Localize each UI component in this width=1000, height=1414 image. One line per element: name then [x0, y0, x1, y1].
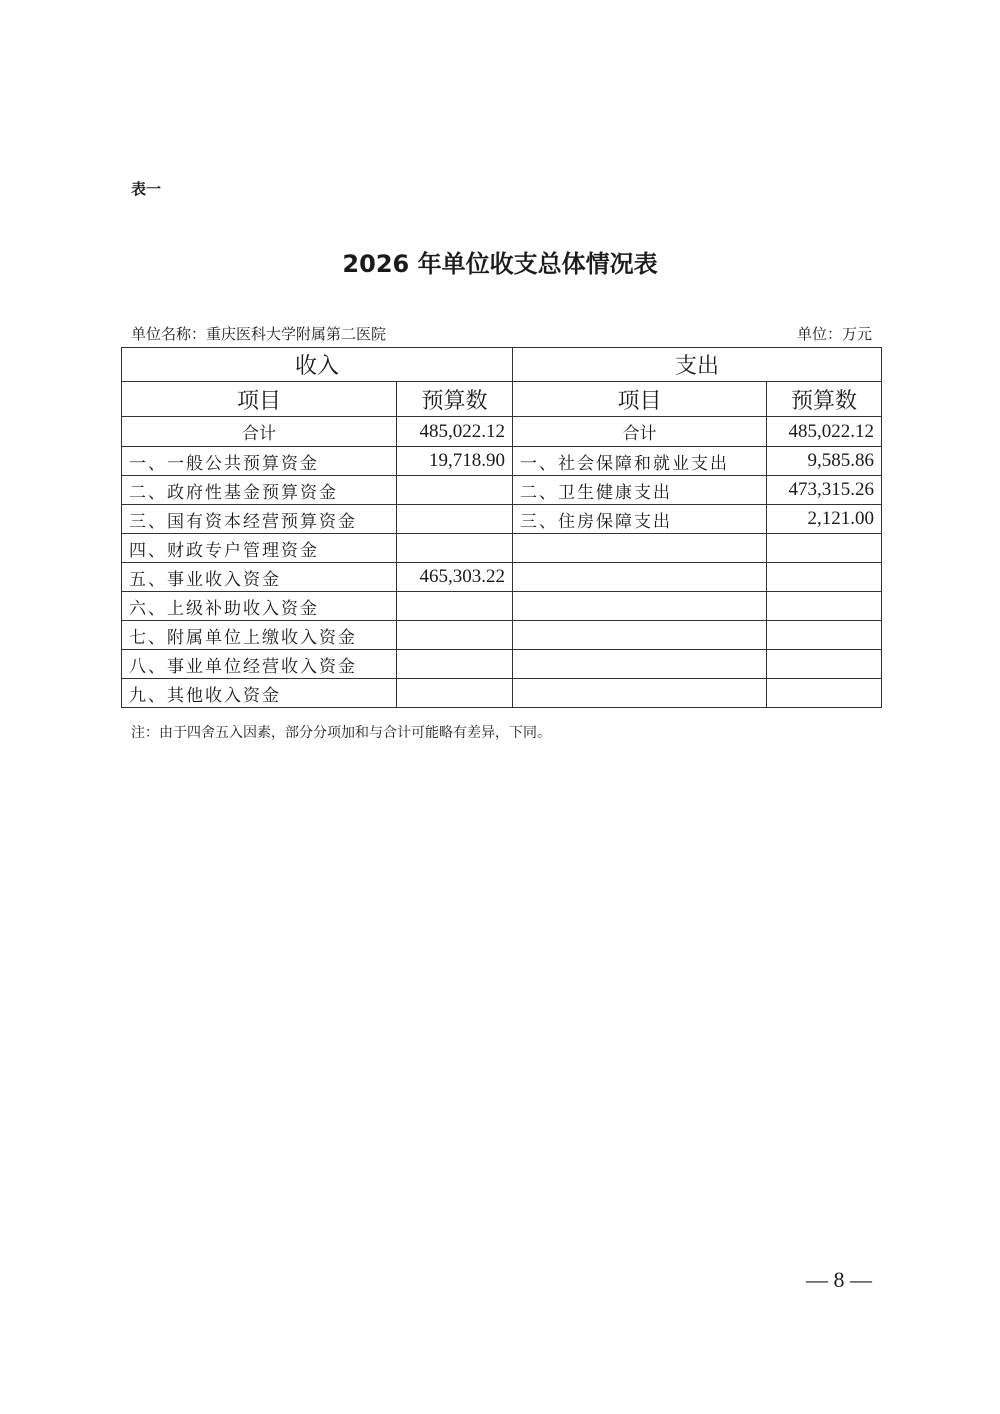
- expense-item: [513, 534, 767, 563]
- table-row: [122, 534, 882, 563]
- expense-item: [513, 592, 767, 621]
- income-item: 二、政府性基金预算资金: [122, 476, 397, 505]
- income-item: 八、事业单位经营收入资金: [122, 650, 397, 679]
- expense-header: 支出: [513, 348, 882, 382]
- expense-value: [767, 592, 882, 621]
- unit-label: 单位：万元: [796, 325, 872, 343]
- income-total-label: 合计: [122, 417, 397, 447]
- income-value: [397, 534, 513, 563]
- page-title: 2026 年单位收支总体情况表: [342, 250, 658, 278]
- income-value: [397, 476, 513, 505]
- expense-total-value: 485,022.12: [767, 417, 882, 447]
- income-item: 六、上级补助收入资金: [122, 592, 397, 621]
- table-row: [122, 621, 882, 650]
- header-row-columns: [122, 382, 882, 417]
- total-row: [122, 417, 882, 447]
- income-value: [397, 650, 513, 679]
- income-budget-header: 预算数: [397, 382, 513, 417]
- table-row: [122, 592, 882, 621]
- income-value: 19,718.90: [397, 447, 513, 476]
- expense-item: [513, 621, 767, 650]
- income-item: 三、国有资本经营预算资金: [122, 505, 397, 534]
- income-item: 一、一般公共预算资金: [122, 447, 397, 476]
- income-item: 九、其他收入资金: [122, 679, 397, 708]
- income-item-header: 项目: [122, 382, 397, 417]
- table-row: [122, 447, 882, 476]
- table-row: [122, 476, 882, 505]
- expense-item: 一、社会保障和就业支出: [513, 447, 767, 476]
- page-number: — 8 —: [806, 1267, 872, 1292]
- income-total-value: 485,022.12: [397, 417, 513, 447]
- expense-value: [767, 621, 882, 650]
- expense-value: [767, 563, 882, 592]
- income-item: 五、事业收入资金: [122, 563, 397, 592]
- expense-value: 9,585.86: [767, 447, 882, 476]
- income-header: 收入: [122, 348, 513, 382]
- income-value: 465,303.22: [397, 563, 513, 592]
- income-item: 四、财政专户管理资金: [122, 534, 397, 563]
- expense-item: [513, 650, 767, 679]
- expense-item: [513, 679, 767, 708]
- income-item: 七、附属单位上缴收入资金: [122, 621, 397, 650]
- footnote: 注：由于四舍五入因素，部分分项加和与合计可能略有差异，下同。: [131, 725, 551, 741]
- table-row: [122, 563, 882, 592]
- expense-total-label: 合计: [513, 417, 767, 447]
- expense-item: 二、卫生健康支出: [513, 476, 767, 505]
- expense-item: 三、住房保障支出: [513, 505, 767, 534]
- expense-value: [767, 534, 882, 563]
- expense-value: [767, 679, 882, 708]
- table-row: [122, 505, 882, 534]
- expense-budget-header: 预算数: [767, 382, 882, 417]
- unit-name: 单位名称：重庆医科大学附属第二医院: [131, 325, 387, 343]
- budget-table: [121, 347, 882, 708]
- expense-value: 473,315.26: [767, 476, 882, 505]
- income-value: [397, 679, 513, 708]
- income-value: [397, 621, 513, 650]
- table-label: 表一: [131, 180, 162, 198]
- expense-item-header: 项目: [513, 382, 767, 417]
- income-value: [397, 505, 513, 534]
- expense-value: [767, 650, 882, 679]
- income-value: [397, 592, 513, 621]
- expense-value: 2,121.00: [767, 505, 882, 534]
- header-row-sections: [122, 348, 882, 382]
- expense-item: [513, 563, 767, 592]
- table-row: [122, 679, 882, 708]
- table-row: [122, 650, 882, 679]
